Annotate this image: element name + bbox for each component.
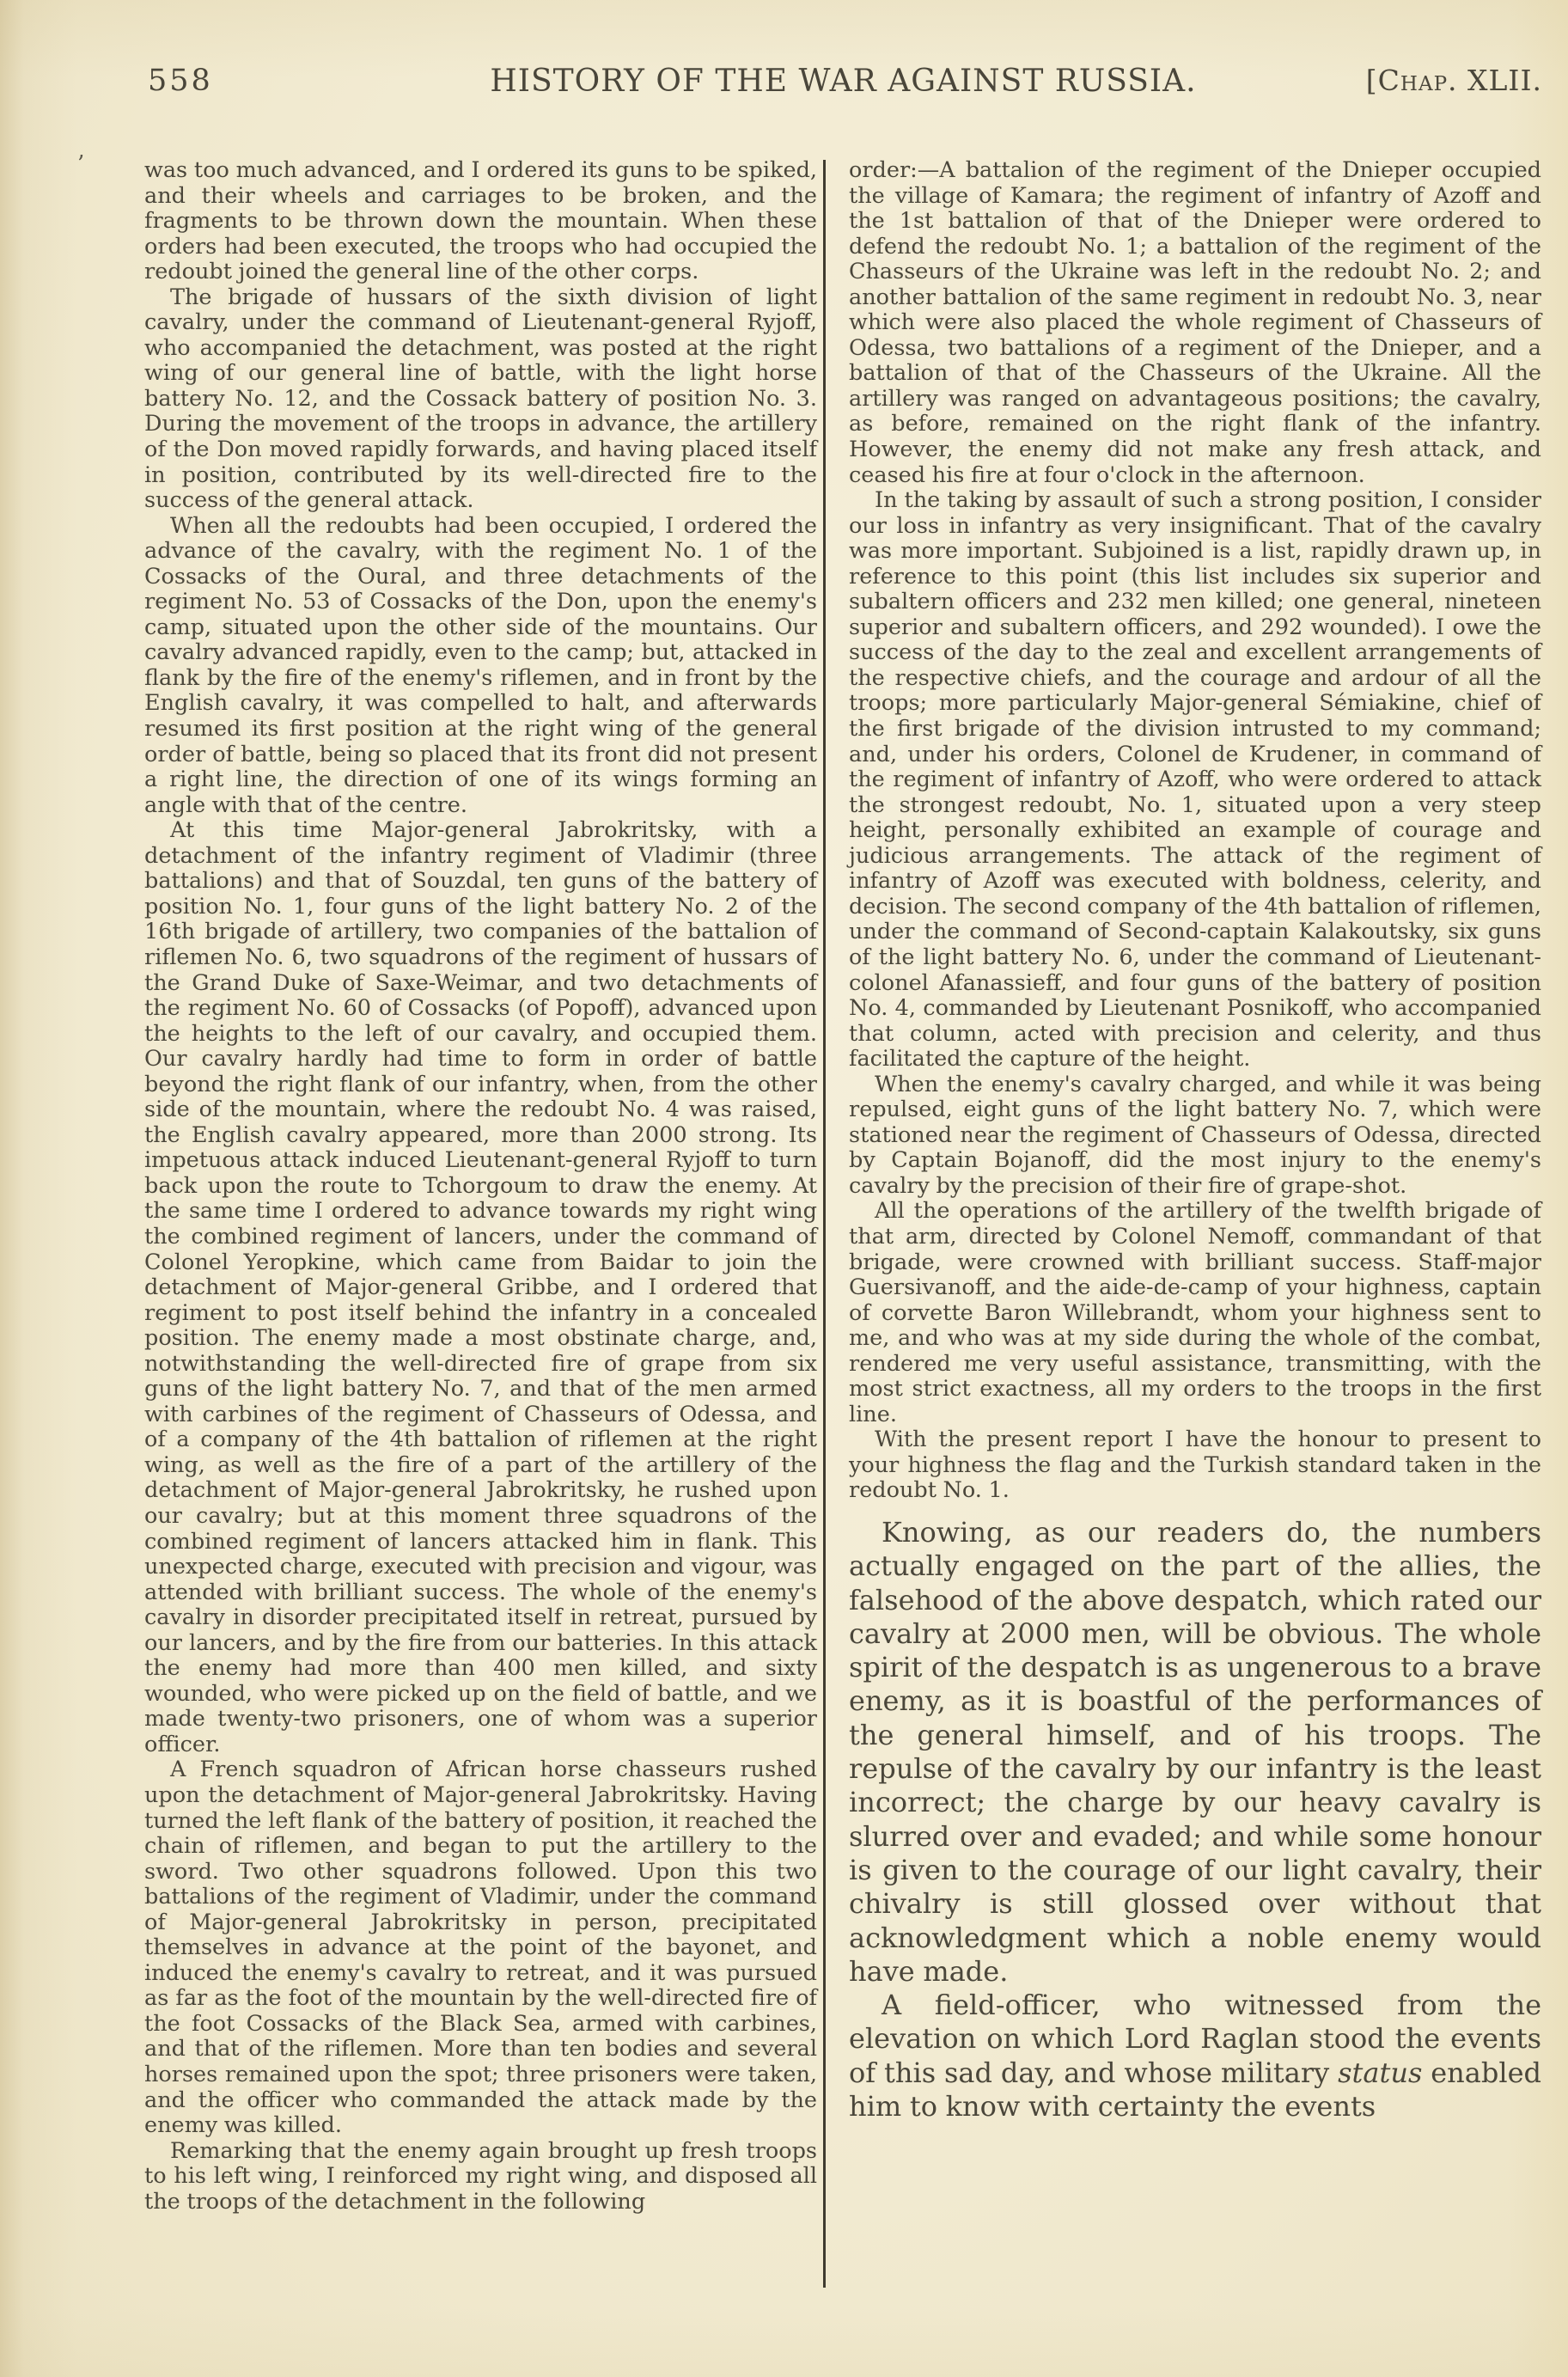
running-title: HISTORY OF THE WAR AGAINST RUSSIA. <box>490 64 1197 99</box>
print-artifact-mark: ’ <box>77 151 85 177</box>
column-divider-rule <box>823 160 826 2288</box>
paragraph-text: enabled him to know with certainty the events <box>849 2056 1542 2123</box>
paragraph <box>849 1989 1541 2123</box>
paragraph: Knowing, as our readers do, the numbers actually engaged on the part of the allies, the falsehood of the above despatch, which rated our cavalry at 2000 men, will be obvious. The whole spirit of the despatch is as ungenerous to a brave enemy, as it is boastful of the performances of the general himself, and of his troops. The repulse of the cavalry by our infantry is the least incorrect; the charge by our heavy cavalry is slurred over and evaded; and while some honour is given to the courage of our light cavalry, their chivalry is still glossed over without that acknowledgment which a noble enemy would have made. <box>849 1515 1541 1988</box>
paragraph: Remarking that the enemy again brought up fresh troops to his left wing, I reinforced my right wing, and disposed all the troops of the detachment in the following <box>144 2137 817 2215</box>
despatch-text <box>849 158 1541 1504</box>
paragraph: When the enemy's cavalry charged, and while it was being repulsed, eight guns of the light battery No. 7, which were stationed near the regiment of Chasseurs of Odessa, directed by Captain Bojanoff, did the most injury to the enemy's cavalry by the precision of their fire of grape-shot. <box>849 1071 1541 1199</box>
paragraph: At this time Major-general Jabrokritsky, with a detachment of the infantry regiment of Vladimir (three battalions) and that of Souzdal, ten guns of the battery of position No. 1, four guns of the light battery No. 2 of the 16th brigade of artillery, two companies of the battalion of riflemen No. 6, two squadrons of the regiment of hussars of the Grand Duke of Saxe-Weimar, and two detachments of the regiment No. 60 of Cossacks (of Popoff), advanced upon the heights to the left of our cavalry, and occupied them. Our cavalry hardly had time to form in order of battle beyond the right flank of our infantry, when, from the other side of the mountain, where the redoubt No. 4 was raised, the English cavalry appeared, more than 2000 strong. Its impetuous attack induced Lieutenant-general Ryjoff to turn back upon the route to Tchorgoum to draw the enemy. At the same time I ordered to advance towards my right wing the combined regiment of lancers, under the command of Colonel Yeropkine, which came from Baidar to join the detachment of Major-general Gribbe, and I ordered that regiment to post itself behind the infantry in a concealed position. The enemy made a most obstinate charge, and, notwithstanding the well-directed fire of grape from six guns of the light battery No. 7, and that of the men armed with carbines of the regiment of Chasseurs of Odessa, and of a company of the 4th battalion of riflemen at the right wing, as well as the fire of a part of the artillery of the detachment of Major-general Jabrokritsky, he rushed upon our cavalry; but at this moment three squadrons of the combined regiment of lancers attacked him in flank. This unexpected charge, executed with precision and vigour, was attended with brilliant success. The whole of the enemy's cavalry in disorder precipitated itself in retreat, pursued by our lancers, and by the fire from our batteries. In this attack the enemy had more than 400 men killed, and sixty wounded, who were picked up on the field of battle, and we made twenty-two prisoners, one of whom was a superior officer. <box>144 817 817 1757</box>
chapter-label: [Chap. XLII. <box>1365 64 1542 97</box>
paragraph: A French squadron of African horse chasseurs rushed upon the detachment of Major-general Jabrokritsky. Having turned the left flank of the battery of position, it reached the chain of riflemen, and began to put the artillery to the sword. Two other squadrons followed. Upon this two battalions of the regiment of Vladimir, under the command of Major-general Jabrokritsky in person, precipitated themselves in advance at the point of the bayonet, and induced the enemy's cavalry to retreat, and it was pursued as far as the foot of the mountain by the well-directed fire of the foot Cossacks of the Black Sea, armed with carbines, and that of the riflemen. More than ten bodies and several horses remained upon the spot; three prisoners were taken, and the officer who commanded the attack made by the enemy was killed. <box>144 1757 817 2139</box>
page-number: 558 <box>148 64 213 98</box>
paragraph: The brigade of hussars of the sixth division of light cavalry, under the command of Lieutenant-general Ryjoff, who accompanied the detachment, was posted at the right wing of our general line of battle, with the light horse battery No. 12, and the Cossack battery of position No. 3. During the movement of the troops in advance, the artillery of the Don moved rapidly forwards, and having placed itself in position, contributed by its well-directed fire to the success of the general attack. <box>144 284 817 514</box>
right-column <box>849 158 1541 2123</box>
commentary-text <box>849 1516 1541 2123</box>
italic-word: status <box>1338 2056 1423 2089</box>
left-column <box>144 158 817 2215</box>
paragraph: All the operations of the artillery of the twelfth brigade of that arm, directed by Colonel Nemoff, commandant of that brigade, were crowned with brilliant success. Staff-major Guersivanoff, and the aide-de-camp of your highness, captain of corvette Baron Willebrandt, whom your highness sent to me, and who was at my side during the whole of the combat, rendered me very useful assistance, transmitting, with the most strict exactness, all my orders to the troops in the first line. <box>849 1198 1541 1427</box>
paragraph-text: A field-officer, who witnessed from the elevation on which Lord Raglan stood the events of this sad day, and whose military <box>849 1989 1541 2089</box>
paragraph: In the taking by assault of such a strong position, I consider our loss in infantry as very insignificant. That of the cavalry was more important. Subjoined is a list, rapidly drawn up, in reference to this point (this list includes six superior and subaltern officers and 232 men killed; one general, nineteen superior and subaltern officers, and 292 wounded). I owe the success of the day to the zeal and excellent arrangements of the respective chiefs, and the courage and ardour of all the troops; more particularly Major-general Sémiakine, chief of the first brigade of the division intrusted to my command; and, under his orders, Colonel de Krudener, in command of the regiment of infantry of Azoff, who were ordered to attack the strongest redoubt, No. 1, situated upon a very steep height, personally exhibited an example of courage and judicious arrangements. The attack of the regiment of infantry of Azoff was executed with boldness, celerity, and decision. The second company of the 4th battalion of riflemen, under the command of Second-captain Kalakoutsky, six guns of the light battery No. 6, under the command of Lieutenant-colonel Afanassieff, and four guns of the battery of position No. 4, commanded by Lieutenant Posnikoff, who accompanied that column, acted with precision and celerity, and thus facilitated the capture of the height. <box>849 487 1541 1072</box>
paragraph: was too much advanced, and I ordered its guns to be spiked, and their wheels and carriages to be broken, and the fragments to be thrown down the mountain. When these orders had been executed, the troops who had occupied the redoubt joined the general line of the other corps. <box>144 157 817 285</box>
paragraph: order:—A battalion of the regiment of the Dnieper occupied the village of Kamara; the regiment of infantry of Azoff and the 1st battalion of that of the Dnieper were ordered to defend the redoubt No. 1; a battalion of the regiment of the Chasseurs of the Ukraine was left in the redoubt No. 2; and another battalion of the same regiment in redoubt No. 3, near which were also placed the whole regiment of Chasseurs of Odessa, two battalions of a regiment of the Dnieper, and a battalion of that of the Chasseurs of the Ukraine. All the artillery was ranged on advantageous positions; the cavalry, as before, remained on the right flank of the infantry. However, the enemy did not make any fresh attack, and ceased his fire at four o'clock in the afternoon. <box>849 157 1541 488</box>
paragraph: When all the redoubts had been occupied, I ordered the advance of the cavalry, with the regiment No. 1 of the Cossacks of the Oural, and three detachments of the regiment No. 53 of Cossacks of the Don, upon the enemy's camp, situated upon the other side of the mountains. Our cavalry advanced rapidly, even to the camp; but, attacked in flank by the fire of the enemy's riflemen, and in front by the English cavalry, it was compelled to halt, and afterwards resumed its first position at the right wing of the general order of battle, being so placed that its front did not present a right line, the direction of one of its wings forming an angle with that of the centre. <box>144 512 817 818</box>
paragraph: With the present report I have the honour to present to your highness the flag and the Turkish standard taken in the redoubt No. 1. <box>849 1427 1541 1504</box>
